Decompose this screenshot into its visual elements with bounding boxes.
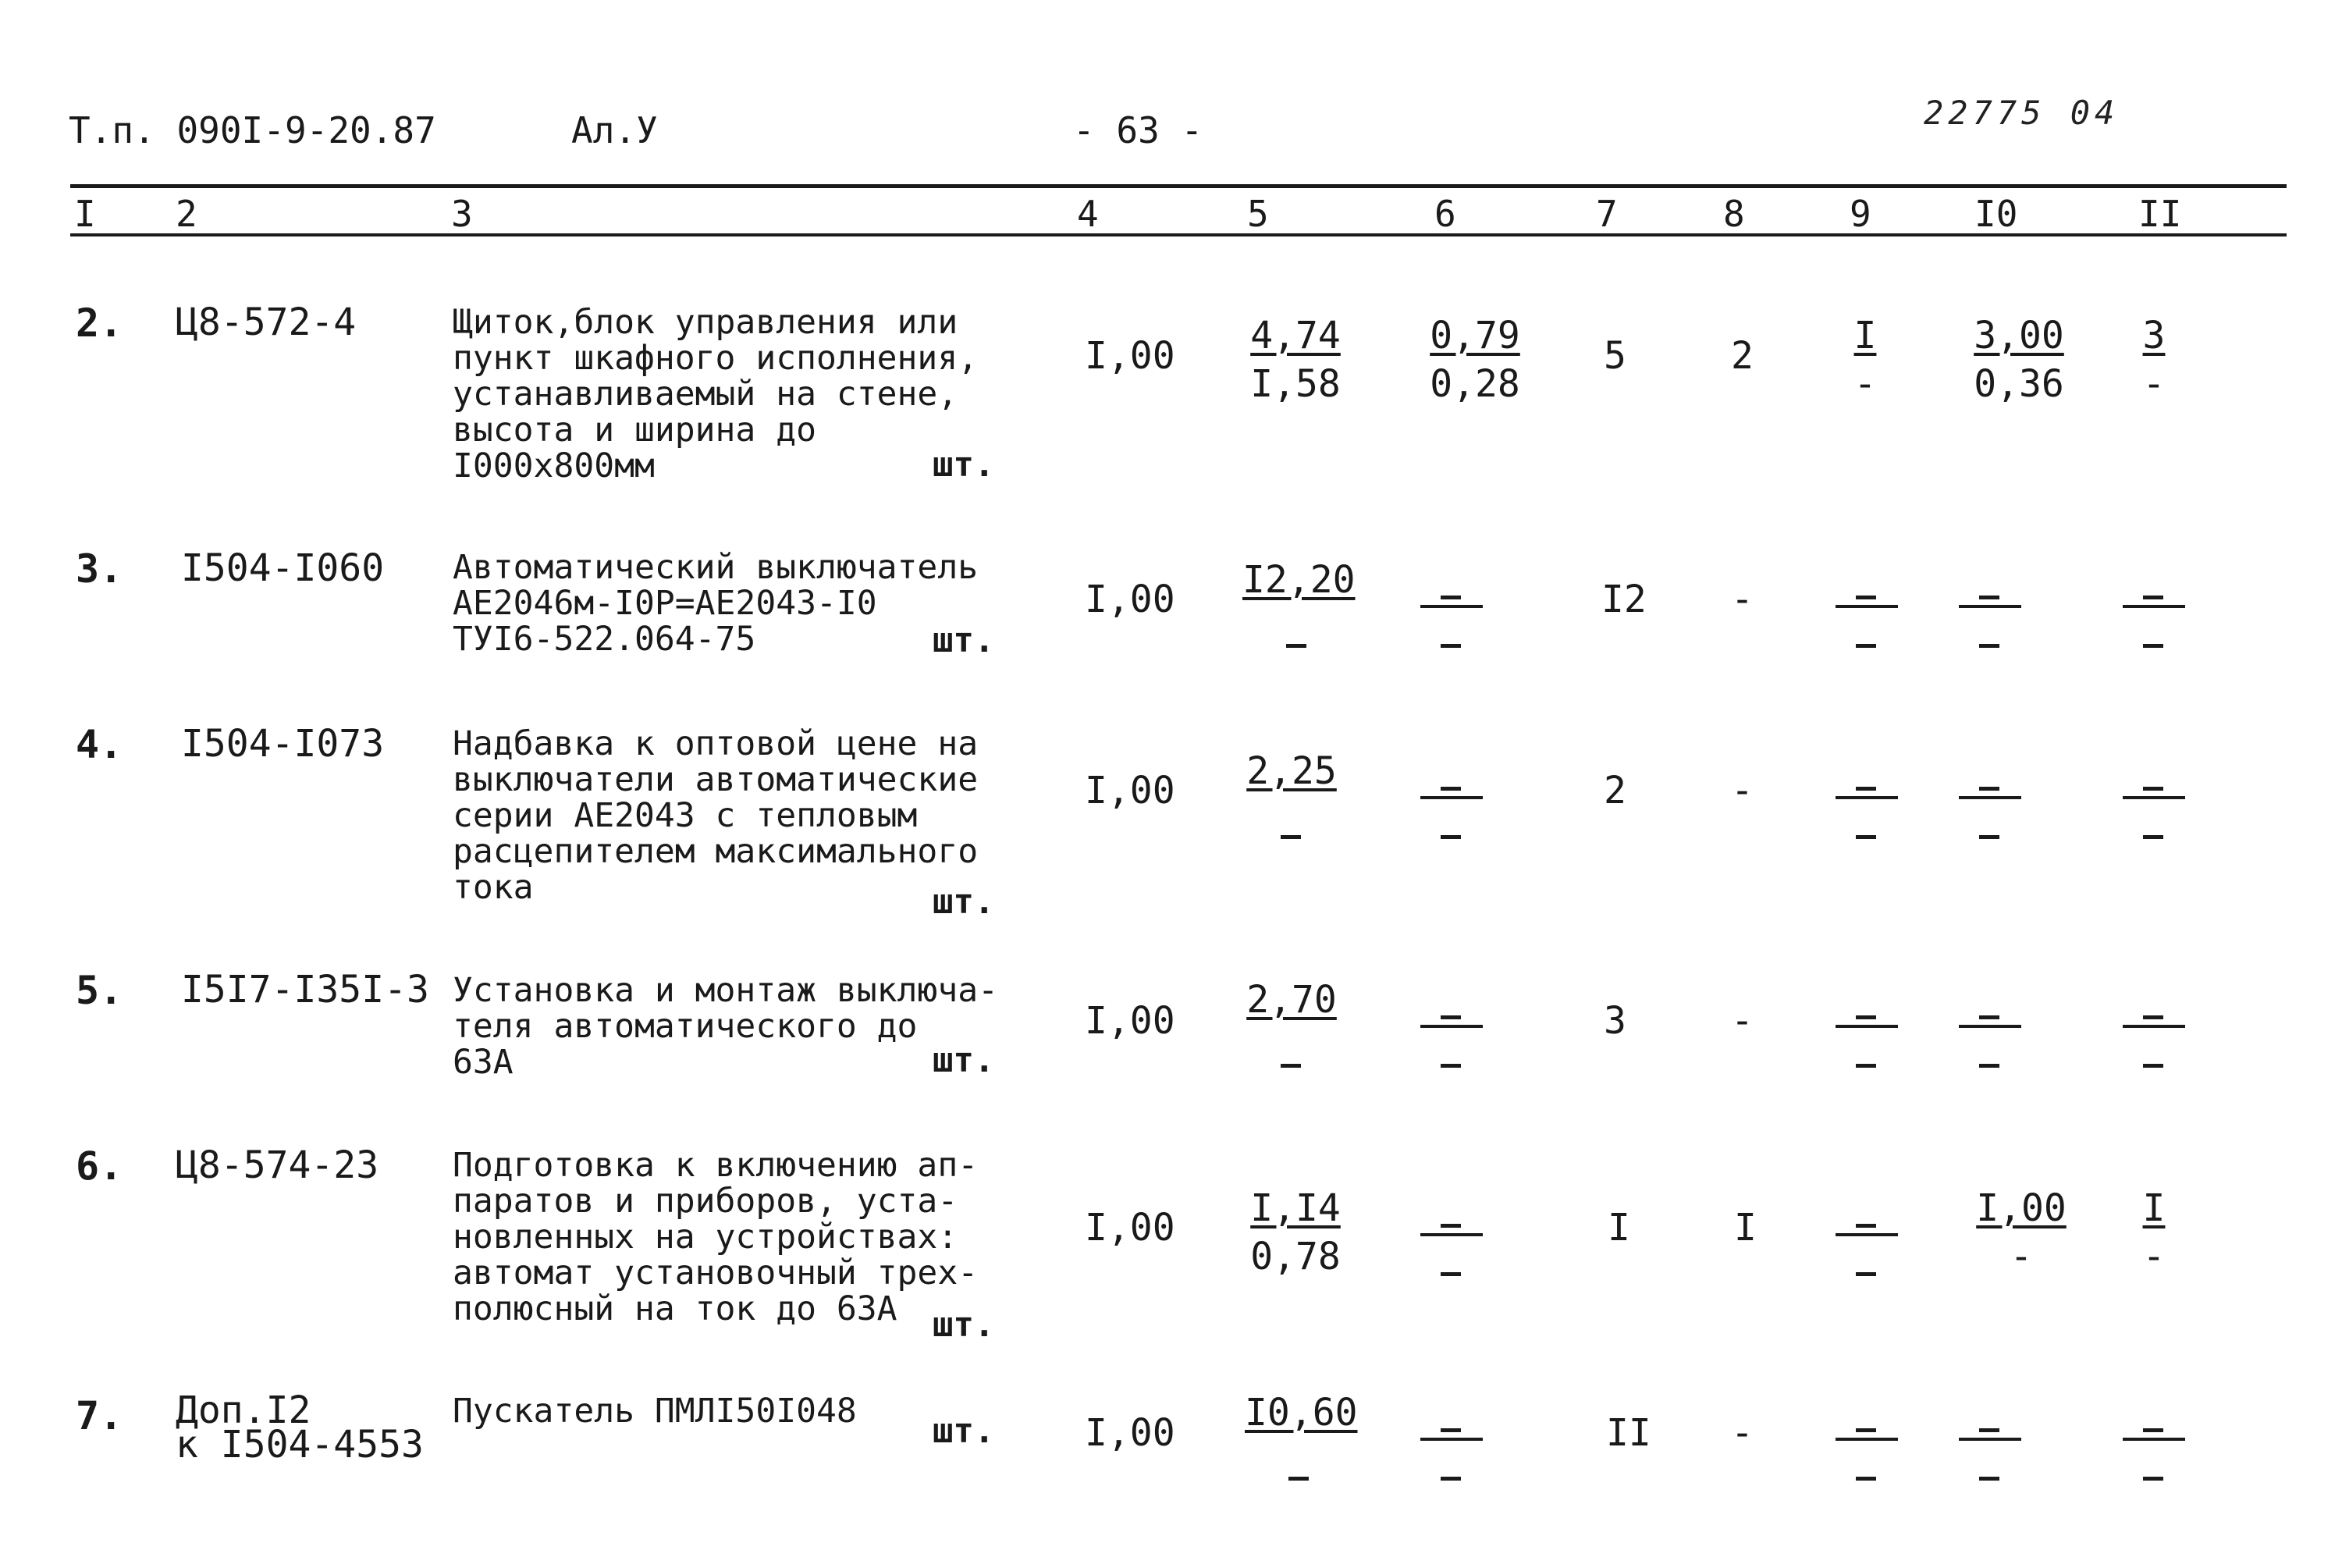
col5-value: I0,60 xyxy=(1245,1391,1354,1488)
column-number: 4 xyxy=(1077,193,1099,235)
col11-ditto-mark xyxy=(2099,1391,2209,1488)
col8-value: - xyxy=(1731,1411,1754,1455)
col8-value: I xyxy=(1734,1206,1757,1250)
col7-value: II xyxy=(1606,1411,1651,1455)
item-code: Ц8-574-23 xyxy=(176,1143,379,1187)
col6-ditto-mark xyxy=(1397,558,1506,655)
col9-ditto-mark xyxy=(1812,1391,1921,1488)
column-number: 2 xyxy=(176,193,197,235)
col6-value: $\frac{0,79}{0,28}$ xyxy=(1430,314,1520,406)
col10-value: $\frac{3,00}{0,36}$ xyxy=(1974,314,2064,406)
quantity: I,00 xyxy=(1085,1206,1175,1250)
col7-value: I2 xyxy=(1601,578,1647,621)
quantity: I,00 xyxy=(1085,578,1175,621)
quantity: I,00 xyxy=(1085,1411,1175,1455)
col9-ditto-mark xyxy=(1812,1186,1921,1283)
col6-ditto-mark xyxy=(1397,1186,1506,1283)
col5-value: I2,20 xyxy=(1242,558,1352,655)
col10-ditto-mark xyxy=(1935,978,2045,1075)
col7-value: 2 xyxy=(1604,769,1626,812)
col10-value: I,00 - xyxy=(1976,1186,2067,1278)
unit-label: шт. xyxy=(933,445,995,485)
column-number: 3 xyxy=(451,193,473,235)
table-top-rule xyxy=(70,184,2287,188)
item-code: I504-I073 xyxy=(181,722,385,766)
col8-value: 2 xyxy=(1731,334,1754,378)
col8-value: - xyxy=(1731,769,1754,812)
column-number: II xyxy=(2138,193,2182,235)
column-number: I0 xyxy=(1974,193,2018,235)
item-code: Ц8-572-4 xyxy=(176,300,357,344)
album-label: Ал.У xyxy=(571,109,658,151)
column-number: 6 xyxy=(1434,193,1456,235)
row-number: 3. xyxy=(76,546,123,592)
col9-value: I - xyxy=(1853,314,1877,406)
col5-value: $\frac{4,74}{I,58}$ xyxy=(1250,314,1341,406)
col9-ditto-mark xyxy=(1812,978,1921,1075)
col10-ditto-mark xyxy=(1935,749,2045,846)
column-number: 9 xyxy=(1850,193,1871,235)
col6-ditto-mark xyxy=(1397,749,1506,846)
col9-ditto-mark xyxy=(1812,558,1921,655)
col7-value: 3 xyxy=(1604,999,1626,1043)
unit-label: шт. xyxy=(933,1040,995,1080)
col11-ditto-mark xyxy=(2099,749,2209,846)
unit-label: шт. xyxy=(933,882,995,922)
item-code: I5I7-I35I-3 xyxy=(181,968,429,1012)
row-number: 6. xyxy=(76,1143,123,1189)
item-description: Подготовка к включению ап- паратов и приборов, уста- новленных на устройствах: автомат установочный трех- полюсный на ток до 63А xyxy=(453,1146,979,1328)
col7-value: I xyxy=(1608,1206,1630,1250)
item-description: Автоматический выключатель АЕ2046м-I0Р=АЕ2043-I0 ТУI6-522.064-75 xyxy=(453,548,979,659)
col5-value: 2,70 xyxy=(1237,978,1346,1075)
item-description: Надбавка к оптовой цене на выключатели автоматические серии АЕ2043 с тепловым расцепителем максимального тока xyxy=(453,724,979,907)
col8-value: - xyxy=(1731,578,1754,621)
col6-ditto-mark xyxy=(1397,1391,1506,1488)
page-number: - 63 - xyxy=(1073,109,1203,151)
row-number: 5. xyxy=(76,968,123,1013)
col8-value: - xyxy=(1731,999,1754,1043)
column-number: 8 xyxy=(1723,193,1745,235)
unit-label: шт. xyxy=(933,1411,995,1451)
column-number: 7 xyxy=(1596,193,1618,235)
col7-value: 5 xyxy=(1604,334,1626,378)
item-description: Пускатель ПМЛI50I048 xyxy=(453,1392,857,1431)
row-number: 7. xyxy=(76,1393,123,1438)
row-number: 4. xyxy=(76,722,123,767)
quantity: I,00 xyxy=(1085,999,1175,1043)
unit-label: шт. xyxy=(933,1305,995,1345)
col11-value: I - xyxy=(2142,1186,2166,1278)
column-number: I xyxy=(74,193,96,235)
item-description: Установка и монтаж выключа- теля автоматического до 63А xyxy=(453,971,998,1082)
row-number: 2. xyxy=(76,300,123,346)
quantity: I,00 xyxy=(1085,769,1175,812)
item-description: Щиток,блок управления или пункт шкафного исполнения, устанавливаемый на стене, высота и ширина до I000х800мм xyxy=(453,303,979,485)
col6-ditto-mark xyxy=(1397,978,1506,1075)
column-number: 5 xyxy=(1247,193,1269,235)
col9-ditto-mark xyxy=(1812,749,1921,846)
quantity: I,00 xyxy=(1085,334,1175,378)
col11-value: 3 - xyxy=(2142,314,2166,406)
table-header-rule xyxy=(70,233,2287,236)
sheet-number: 22775 04 xyxy=(1924,94,2120,132)
item-code: I504-I060 xyxy=(181,546,385,590)
col5-value: 2,25 xyxy=(1237,749,1346,846)
col10-ditto-mark xyxy=(1935,1391,2045,1488)
item-code: Доп.I2 к I504-4553 xyxy=(176,1388,424,1467)
col11-ditto-mark xyxy=(2099,558,2209,655)
col11-ditto-mark xyxy=(2099,978,2209,1075)
document-code: Т.п. 090I-9-20.87 xyxy=(69,109,436,151)
unit-label: шт. xyxy=(933,620,995,660)
col5-value: $\frac{I,I4}{0,78}$ xyxy=(1250,1186,1341,1278)
col10-ditto-mark xyxy=(1935,558,2045,655)
